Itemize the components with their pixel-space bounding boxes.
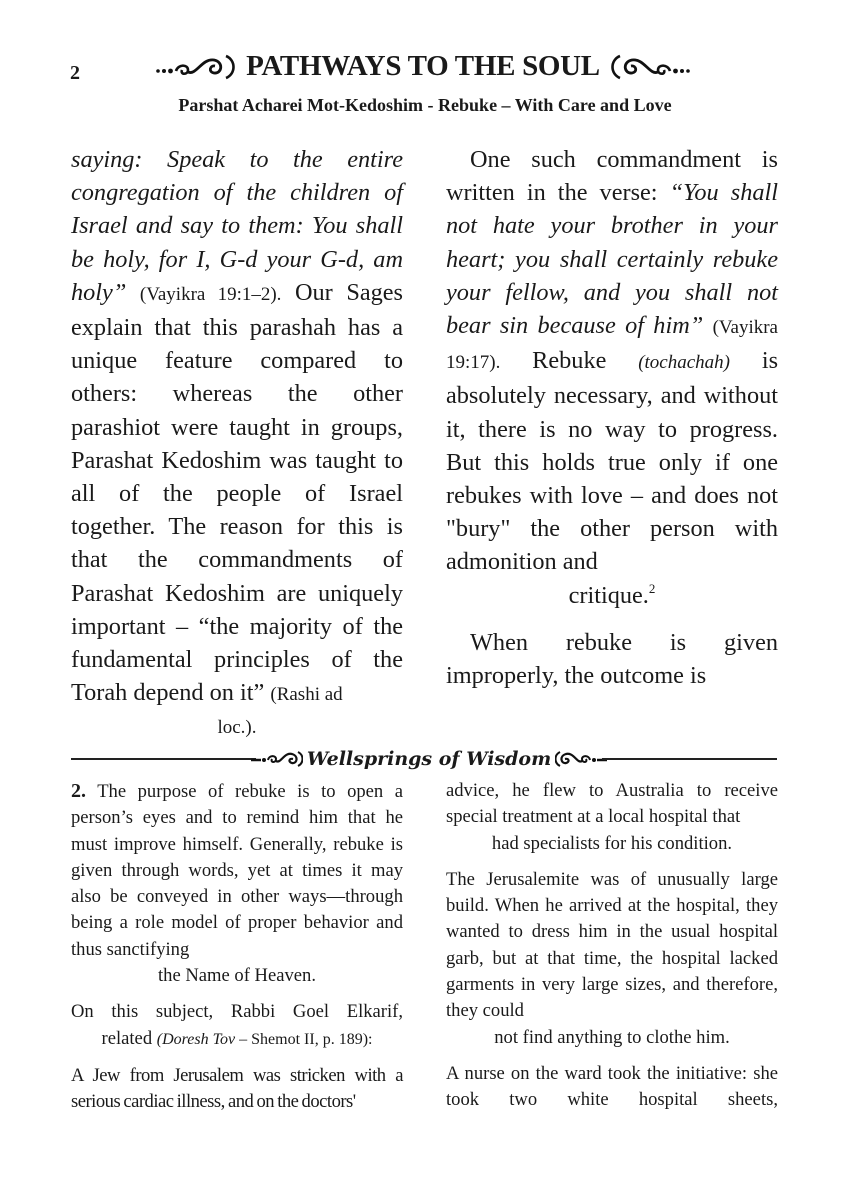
main-column-right bbox=[446, 143, 778, 692]
section-title: Wellsprings of Wisdom bbox=[306, 748, 552, 770]
body-paragraph bbox=[71, 143, 403, 711]
footnote-text: The purpose of rebuke is to open a person’s eyes and to remind him that he must improve himself. Generally, rebuke is given through words, yet at times it may also be conveyed in other ways—through being a role model of proper behavior and thus sanctifying bbox=[71, 781, 404, 960]
body-text: Our Sages explain that this parashah has a unique feature compared to others: whereas the other parashiot were taught in groups, Parashat Kedoshim was taught to all of the people of Israel together. The reason for this is that the commandments of Parashat Kedoshim are uniquely important – “the majority of the fundamental principles of the Torah depend on it” bbox=[71, 278, 404, 707]
flourish-ornament-left-icon bbox=[152, 52, 242, 82]
footnote-text-last-line: the Name of Heaven. bbox=[158, 965, 316, 987]
footnote-column-left bbox=[71, 778, 403, 1116]
footnote-column-right bbox=[446, 778, 778, 1114]
flourish-ornament-left-icon bbox=[251, 749, 303, 769]
main-column-left bbox=[71, 143, 403, 745]
body-text-last-line: loc.). bbox=[217, 717, 257, 739]
footnote-text-last-line: had specialists for his condition. bbox=[491, 832, 733, 854]
body-text: critique. bbox=[568, 581, 649, 609]
footnote-paragraph: The Jerusalemite was of unusually large build. When he arrived at the hospital, they wanted to dress him in the usual hospital garb, but at that time, the hospital lacked garments in very large sizes, and therefore, they could bbox=[446, 868, 778, 1022]
section-divider bbox=[71, 744, 777, 774]
footnote-text-last-line: not find anything to clothe him. bbox=[494, 1026, 730, 1048]
verse-quote: “You shall not hate your brother in your heart; you shall certainly rebuke your fellow, and you shall not bear sin because of him” bbox=[446, 179, 779, 340]
header-title: PATHWAYS TO THE SOUL bbox=[246, 50, 600, 82]
footnote-reference-link[interactable]: 2 bbox=[648, 580, 656, 596]
divider-line bbox=[71, 758, 256, 760]
footnote-paragraph bbox=[71, 778, 403, 963]
flourish-ornament-right-icon bbox=[555, 749, 607, 769]
footnote-paragraph: advice, he flew to Australia to receive special treatment at a local hospital that bbox=[446, 780, 778, 828]
body-text-last-line bbox=[446, 579, 778, 612]
footnote-paragraph: On this subject, Rabbi Goel Elkarif, bbox=[71, 1001, 403, 1023]
source-reference: (Vayikra 19:17). bbox=[446, 317, 778, 374]
source-reference: (Rashi ad bbox=[270, 684, 343, 706]
body-text: One such commandment is written in the verse: bbox=[446, 146, 778, 207]
page-number: 2 bbox=[70, 62, 80, 84]
body-paragraph bbox=[446, 143, 778, 579]
divider-line bbox=[602, 758, 777, 760]
header-subtitle: Parshat Acharei Mot-Kedoshim - Rebuke – With Care and Love bbox=[178, 95, 672, 115]
footnote-text-last-line bbox=[71, 1026, 403, 1053]
source-reference: (Vayikra 19:1–2). bbox=[139, 283, 282, 305]
source-reference: – Shemot II, p. 189): bbox=[235, 1030, 373, 1048]
footnote-paragraph: A Jew from Jerusalem was stricken with a serious cardiac illness, and on the doctors' bbox=[71, 1064, 403, 1113]
verse-quote: saying: Speak to the entire congregation of the children of Israel and say to them: You shall be holy, for I, G-d your G-d, am holy” bbox=[71, 146, 403, 306]
body-text: is absolutely necessary, and without it, there is no way to progress. But this holds true only if one rebukes with love – and does not "bury" the other person with admonition and bbox=[446, 347, 779, 576]
running-header bbox=[128, 50, 718, 83]
footnote-text: related bbox=[101, 1027, 157, 1049]
source-title: (Doresh Tov bbox=[156, 1030, 236, 1048]
footnote-number: 2. bbox=[71, 780, 86, 802]
footnote-paragraph: A nurse on the ward took the initiative: she took two white hospital sheets, bbox=[446, 1062, 778, 1111]
body-text: Rebuke bbox=[532, 347, 639, 375]
body-paragraph: When rebuke is given improperly, the outcome is bbox=[446, 628, 778, 690]
hebrew-term: (tochachah) bbox=[638, 352, 731, 374]
flourish-ornament-right-icon bbox=[604, 52, 694, 82]
